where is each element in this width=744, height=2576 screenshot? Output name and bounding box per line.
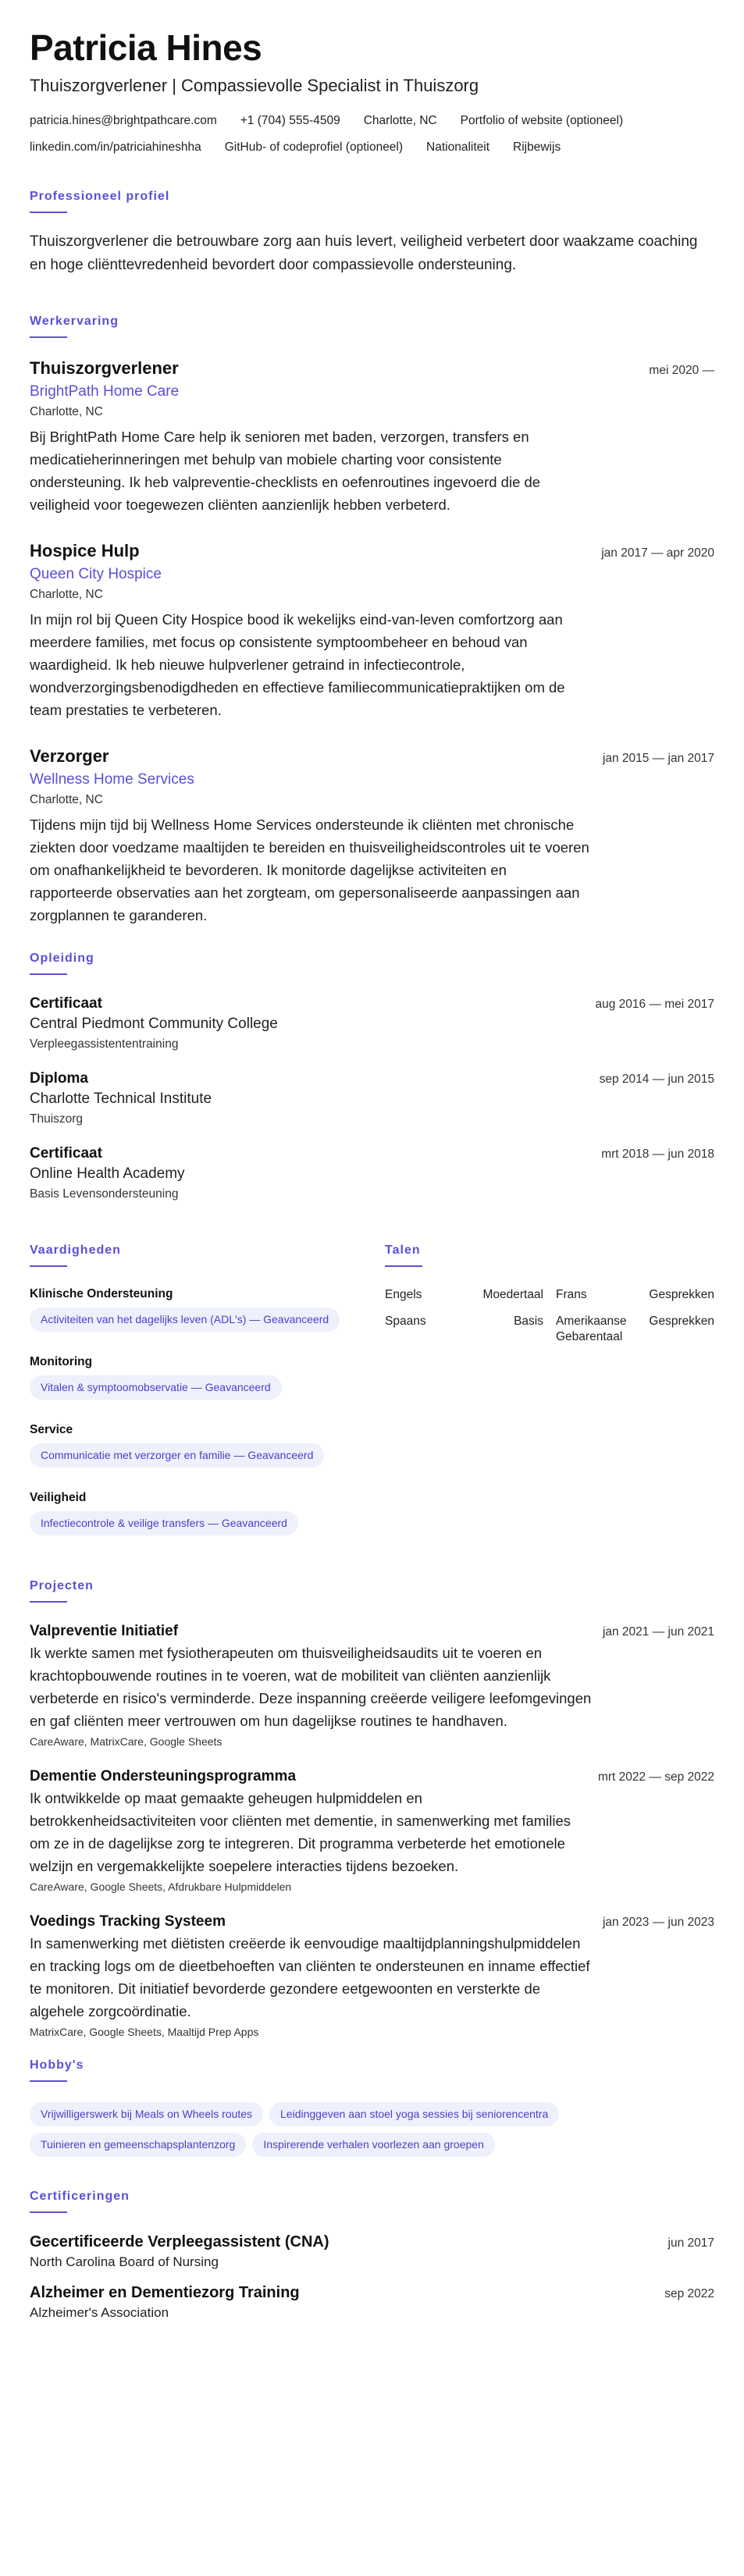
language-item bbox=[385, 1314, 543, 1345]
contact-email[interactable]: patricia.hines@brightpathcare.com bbox=[30, 113, 217, 127]
contact-license: Rijbewijs bbox=[513, 140, 561, 154]
candidate-name: Patricia Hines bbox=[30, 27, 262, 68]
education-date: aug 2016 — mei 2017 bbox=[595, 997, 714, 1011]
job-location: Charlotte, NC bbox=[30, 587, 103, 601]
job-company: BrightPath Home Care bbox=[30, 382, 180, 400]
education-field: Verpleegassistententraining bbox=[30, 1037, 179, 1051]
resume-header bbox=[30, 28, 714, 166]
section-title-profile: Professioneel profiel bbox=[30, 189, 170, 203]
skill-group bbox=[30, 1423, 358, 1474]
project-entry bbox=[30, 1913, 714, 2038]
skill-tag: Infectiecontrole & veilige transfers — Geavanceerd bbox=[30, 1511, 298, 1535]
contact-nationality: Nationaliteit bbox=[426, 140, 490, 154]
education-field: Thuiszorg bbox=[30, 1112, 84, 1126]
language-name: Frans bbox=[556, 1287, 587, 1301]
project-tools: CareAware, MatrixCare, Google Sheets bbox=[30, 1735, 222, 1748]
language-name: Engels bbox=[385, 1287, 422, 1301]
job-title: Verzorger bbox=[30, 745, 109, 766]
project-date: jan 2023 — jun 2023 bbox=[602, 1915, 714, 1929]
hobbies-list bbox=[30, 2102, 714, 2163]
project-title: Voedings Tracking Systeem bbox=[30, 1912, 226, 1930]
education-school: Online Health Academy bbox=[30, 1165, 185, 1182]
project-tools: MatrixCare, Google Sheets, Maaltijd Prep Apps bbox=[30, 2025, 259, 2038]
skill-group bbox=[30, 1355, 358, 1406]
project-entry bbox=[30, 1768, 714, 1893]
job-entry bbox=[30, 358, 714, 516]
skill-group-title: Monitoring bbox=[30, 1354, 93, 1368]
profile-summary: Thuiszorgverlener die betrouwbare zorg aan huis levert, veiligheid verbetert door waakzame coaching en hoge cliënttevredenheid bevordert door compassievolle ondersteuning. bbox=[30, 233, 698, 273]
section-title-languages: Talen bbox=[385, 1243, 421, 1257]
certification-date: jun 2017 bbox=[667, 2236, 714, 2250]
section-divider bbox=[30, 336, 67, 338]
project-description: Ik ontwikkelde op maat gemaakte geheugen hulpmiddelen en betrokkenheidsactiviteiten voor cliënten met dementie, in samenwerking met families om ze in de dagelijkse zorg te integreren. Dit programma verbeterde het emotionele welzijn en vergemakkelijkte soepelere interacties tijdens bezoeken. bbox=[30, 1789, 571, 1874]
job-entry bbox=[30, 541, 714, 721]
job-company: Wellness Home Services bbox=[30, 770, 194, 788]
section-title-certifications: Certificeringen bbox=[30, 2189, 130, 2203]
project-title: Valpreventie Initiatief bbox=[30, 1622, 179, 1639]
language-item bbox=[556, 1287, 714, 1303]
skill-group bbox=[30, 1287, 358, 1338]
project-entry bbox=[30, 1623, 714, 1748]
skills-languages-row bbox=[30, 1220, 714, 1559]
skills-section bbox=[30, 1220, 358, 1559]
hobbies-section bbox=[30, 2058, 714, 2163]
hobby-tag: Tuinieren en gemeenschapsplantenzorg bbox=[30, 2133, 246, 2157]
section-divider bbox=[30, 212, 67, 213]
education-degree: Certificaat bbox=[30, 994, 102, 1012]
section-divider bbox=[30, 973, 67, 975]
certifications-section bbox=[30, 2190, 714, 2321]
job-date: jan 2015 — jan 2017 bbox=[602, 751, 714, 765]
language-item bbox=[385, 1287, 543, 1303]
certification-date: sep 2022 bbox=[664, 2286, 714, 2300]
job-description: Tijdens mijn tijd bij Wellness Home Services ondersteunde ik cliënten met chronische ziekten door voedzame maaltijden te bereiden en thuisveiligheidscontroles uit te voeren om onafhankelijkheid te bevorderen. Ik monitorde dagelijkse activiteiten en rapporteerde observaties aan het zorgteam, om gepersonaliseerde aanpassingen aan zorgplannen te garanderen. bbox=[30, 816, 589, 923]
job-title: Thuiszorgverlener bbox=[30, 358, 179, 378]
job-description: Bij BrightPath Home Care help ik senioren met baden, verzorgen, transfers en medicatieherinneringen met behulp van mobiele charting voor consistente ondersteuning. Ik heb valpreventie-checklists en oefenroutines ingevoerd die de veiligheid voor toegewezen cliënten aanzienlijk hebben verbeterd. bbox=[30, 428, 541, 513]
education-school: Charlotte Technical Institute bbox=[30, 1090, 212, 1107]
section-title-education: Opleiding bbox=[30, 951, 94, 965]
certification-name: Alzheimer en Dementiezorg Training bbox=[30, 2283, 300, 2301]
section-title-hobbies: Hobby's bbox=[30, 2058, 84, 2072]
profile-section bbox=[30, 190, 714, 277]
contact-phone[interactable]: +1 (704) 555-4509 bbox=[240, 113, 340, 127]
section-title-skills: Vaardigheden bbox=[30, 1243, 121, 1257]
education-entry bbox=[30, 995, 714, 1051]
language-level: Gesprekken bbox=[649, 1287, 714, 1301]
certification-name: Gecertificeerde Verpleegassistent (CNA) bbox=[30, 2233, 329, 2250]
experience-section bbox=[30, 315, 714, 927]
certification-issuer: North Carolina Board of Nursing bbox=[30, 2254, 219, 2269]
section-divider bbox=[385, 1265, 422, 1267]
education-date: mrt 2018 — jun 2018 bbox=[601, 1147, 714, 1161]
languages-list bbox=[385, 1287, 714, 1345]
language-name: Amerikaanse Gebarentaal bbox=[556, 1314, 627, 1343]
job-date: jan 2017 — apr 2020 bbox=[601, 546, 714, 560]
skill-tag: Vitalen & symptoomobservatie — Geavanceerd bbox=[30, 1375, 282, 1400]
skill-tag: Activiteiten van het dagelijks leven (ADL's) — Geavanceerd bbox=[30, 1308, 340, 1332]
job-date: mei 2020 — bbox=[649, 363, 714, 377]
hobby-tag: Vrijwilligerswerk bij Meals on Wheels routes bbox=[30, 2102, 263, 2126]
contact-linkedin[interactable]: linkedin.com/in/patriciahineshha bbox=[30, 140, 201, 154]
education-entry bbox=[30, 1070, 714, 1126]
education-school: Central Piedmont Community College bbox=[30, 1015, 278, 1032]
skill-group-title: Klinische Ondersteuning bbox=[30, 1286, 173, 1300]
contact-portfolio[interactable]: Portfolio of website (optioneel) bbox=[460, 113, 624, 127]
language-level: Moedertaal bbox=[482, 1287, 543, 1301]
certification-issuer: Alzheimer's Association bbox=[30, 2304, 169, 2320]
job-company: Queen City Hospice bbox=[30, 565, 162, 582]
job-location: Charlotte, NC bbox=[30, 792, 103, 806]
candidate-subtitle: Thuiszorgverlener | Compassievolle Specialist in Thuiszorg bbox=[30, 75, 479, 95]
skill-group bbox=[30, 1491, 358, 1542]
project-date: jan 2021 — jun 2021 bbox=[602, 1624, 714, 1638]
job-description: In mijn rol bij Queen City Hospice bood ik wekelijks eind-van-leven comfortzorg aan meerdere families, met focus op consistente symptoombeheer en behoud van waardigheid. Ik heb nieuwe hulpverlener getraind in infectiecontrole, wondverzorgingsbenodigdheden en effectieve familiecommunicatiepraktijken om de team prestaties te verbeteren. bbox=[30, 610, 565, 718]
job-entry bbox=[30, 746, 714, 927]
section-title-experience: Werkervaring bbox=[30, 314, 119, 328]
language-level: Gesprekken bbox=[649, 1314, 714, 1328]
contact-github[interactable]: GitHub- of codeprofiel (optioneel) bbox=[224, 140, 404, 154]
languages-section bbox=[385, 1220, 714, 1559]
contact-info bbox=[30, 113, 714, 166]
project-description: In samenwerking met diëtisten creëerde ik eenvoudige maaltijdplanningshulpmiddelen en tracking logs om de dieetbehoeften van cliënten te ondersteunen en inname effectief te monitoren. Dit initiatief bevorderde gezondere eetgewoonten en versterkte de algehele zorgcoördinatie. bbox=[30, 1934, 590, 2019]
language-name: Spaans bbox=[385, 1314, 426, 1328]
section-divider bbox=[30, 2211, 67, 2213]
section-divider bbox=[30, 1265, 67, 1267]
section-title-projects: Projecten bbox=[30, 1578, 94, 1592]
education-section bbox=[30, 952, 714, 1201]
section-divider bbox=[30, 2080, 67, 2082]
section-divider bbox=[30, 1601, 67, 1603]
certification-entry bbox=[30, 2284, 714, 2321]
skill-tag: Communicatie met verzorger en familie — Geavanceerd bbox=[30, 1443, 324, 1468]
project-title: Dementie Ondersteuningsprogramma bbox=[30, 1767, 297, 1784]
certification-entry bbox=[30, 2233, 714, 2270]
education-degree: Diploma bbox=[30, 1069, 88, 1087]
project-tools: CareAware, Google Sheets, Afdrukbare Hulpmiddelen bbox=[30, 1880, 292, 1893]
skill-group-title: Service bbox=[30, 1422, 73, 1436]
hobby-tag: Leidinggeven aan stoel yoga sessies bij seniorencentra bbox=[269, 2102, 559, 2126]
projects-section bbox=[30, 1579, 714, 2038]
job-title: Hospice Hulp bbox=[30, 540, 140, 560]
education-date: sep 2014 — jun 2015 bbox=[599, 1072, 714, 1086]
language-item bbox=[556, 1314, 714, 1345]
skill-group-title: Veiligheid bbox=[30, 1490, 87, 1504]
hobby-tag: Inspirerende verhalen voorlezen aan groepen bbox=[252, 2133, 495, 2157]
education-entry bbox=[30, 1145, 714, 1201]
education-field: Basis Levensondersteuning bbox=[30, 1187, 179, 1201]
project-description: Ik werkte samen met fysiotherapeuten om thuisveiligheidsaudits uit te voeren en krachtopbouwende routines in te voeren, wat de mobiliteit van cliënten aanzienlijk verbeterde en risico's verminderde. Deze inspanning creëerde veiligere leefomgevingen en gaf cliënten meer vertrouwen om hun dagelijkse routines te handhaven. bbox=[30, 1644, 592, 1729]
job-location: Charlotte, NC bbox=[30, 404, 103, 418]
contact-location: Charlotte, NC bbox=[363, 113, 437, 127]
project-date: mrt 2022 — sep 2022 bbox=[597, 1770, 714, 1784]
education-degree: Certificaat bbox=[30, 1144, 102, 1162]
language-level: Basis bbox=[514, 1314, 543, 1328]
